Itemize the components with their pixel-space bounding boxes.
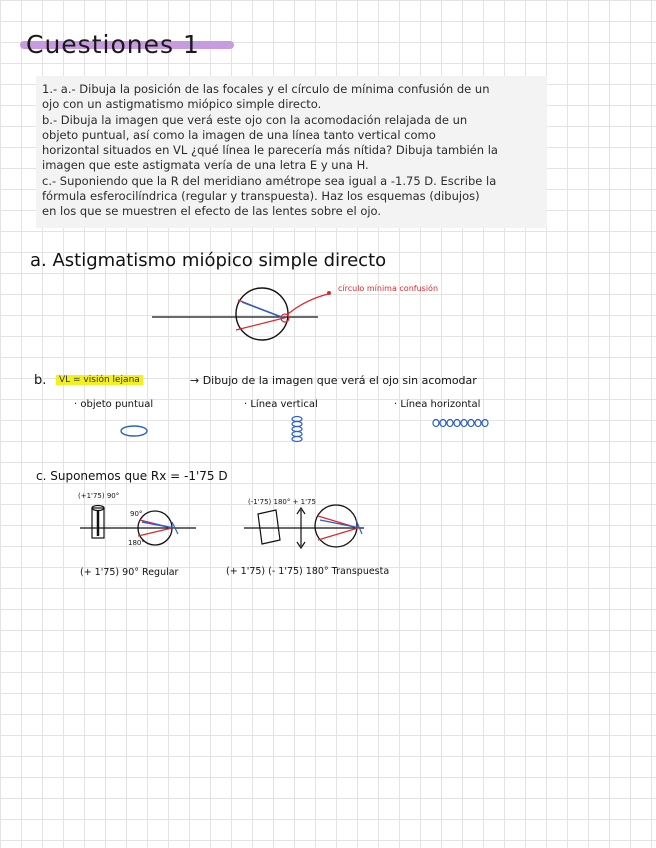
vertical-line-image	[292, 417, 302, 442]
title-text: Cuestiones 1	[26, 30, 200, 59]
question-line: imagen que este astigmata vería de una letra E y una H.	[42, 158, 369, 173]
section-b-label: b.	[34, 373, 47, 388]
question-line: c.- Suponiendo que la R del meridiano amétrope sea igual a -1.75 D. Escribe la	[42, 173, 497, 188]
regular-caption: (+ 1'75) 90° Regular	[80, 567, 179, 578]
horizontal-line-label: · Línea horizontal	[394, 399, 481, 410]
point-object-image	[121, 426, 147, 436]
eye-diagram-a	[152, 288, 331, 340]
question-line: ojo con un astigmatismo miópico simple directo.	[42, 97, 322, 112]
section-c-heading: c. Suponemos que Rx = -1'75 D	[36, 469, 228, 483]
point-object-label: · objeto puntual	[74, 399, 154, 410]
question-line: fórmula esferocilíndrica (regular y transpuesta). Haz los esquemas (dibujos)	[42, 189, 480, 204]
regular-note: (+1'75) 90°	[78, 492, 120, 500]
question-line: b.- Dibuja la imagen que verá este ojo con la acomodación relajada de un	[42, 112, 468, 127]
confusion-circle-annotation: círculo mínima confusión	[338, 284, 439, 293]
vl-note: VL = visión lejana	[56, 375, 143, 385]
question-line: horizontal situados en VL ¿qué línea le parecería más nítida? Dibuja también la	[42, 143, 498, 158]
transposed-note: (-1'75) 180° + 1'75	[248, 498, 316, 506]
question-line: objeto puntual, así como la imagen de una línea tanto vertical como	[42, 127, 436, 142]
section-a-heading: a. Astigmatismo miópico simple directo	[30, 250, 387, 271]
vertical-line-label: · Línea vertical	[244, 399, 318, 410]
question-line: en los que se muestren el efecto de las lentes sobre el ojo.	[42, 204, 382, 219]
regular-axis-bottom: 180°	[128, 539, 145, 547]
question-line: 1.- a.- Dibuja la posición de las focales y el círculo de mínima confusión de un	[42, 82, 490, 96]
regular-axis-top: 90°	[130, 510, 143, 518]
transposed-lens-diagram	[244, 505, 364, 548]
section-b-text: → Dibujo de la imagen que verá el ojo sin acomodar	[190, 374, 477, 387]
transposed-caption: (+ 1'75) (- 1'75) 180° Transpuesta	[226, 566, 390, 577]
horizontal-line-image	[433, 420, 488, 427]
